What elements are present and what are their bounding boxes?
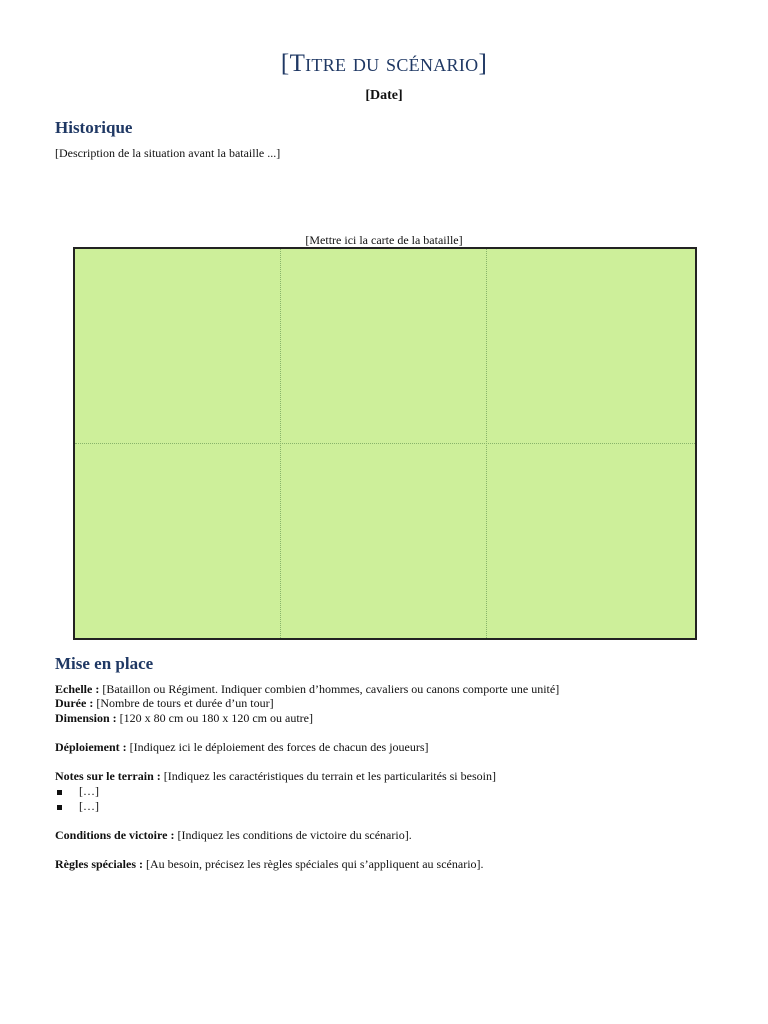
map-grid-line — [75, 443, 695, 444]
duree-label: Durée : — [55, 696, 94, 710]
regles-text: [Au besoin, précisez les règles spéciales qui s’appliquent au scénario]. — [142, 857, 484, 871]
battle-map-area — [73, 247, 697, 640]
historique-heading: Historique — [55, 118, 133, 137]
scenario-date: [Date] — [365, 88, 403, 103]
square-bullet-icon — [57, 805, 62, 810]
dimension-label: Dimension : — [55, 711, 117, 725]
terrain-line — [55, 769, 496, 784]
duree-line — [55, 696, 274, 711]
bullet-text: […] — [79, 799, 99, 813]
bullet-text: […] — [79, 784, 99, 798]
regles-line — [55, 857, 484, 872]
historique-text: [Description de la situation avant la bataille ...] — [55, 146, 281, 160]
title-bracket-open: [ — [280, 50, 290, 77]
dimension-text: [120 x 80 cm ou 180 x 120 cm ou autre] — [116, 711, 313, 725]
list-item — [55, 784, 99, 799]
victoire-label: Conditions de victoire : — [55, 828, 175, 842]
victoire-line — [55, 828, 412, 843]
terrain-label: Notes sur le terrain : — [55, 769, 161, 783]
regles-label: Règles spéciales : — [55, 857, 143, 871]
title-rest: itre du scénario — [305, 50, 479, 77]
title-bracket-close: ] — [478, 50, 488, 77]
scenario-title — [0, 50, 768, 78]
duree-text: [Nombre de tours et durée d’un tour] — [93, 696, 274, 710]
map-caption: [Mettre ici la carte de la bataille] — [305, 233, 463, 247]
victoire-text: [Indiquez les conditions de victoire du scénario]. — [174, 828, 412, 842]
echelle-text: [Bataillon ou Régiment. Indiquer combien d’hommes, cavaliers ou canons comporte une unité] — [99, 682, 560, 696]
echelle-line — [55, 682, 559, 697]
echelle-label: Echelle : — [55, 682, 100, 696]
deploiement-text: [Indiquez ici le déploiement des forces de chacun des joueurs] — [126, 740, 429, 754]
mise-en-place-heading: Mise en place — [55, 654, 154, 673]
deploiement-label: Déploiement : — [55, 740, 127, 754]
deploiement-line — [55, 740, 429, 755]
title-first-letter: T — [289, 50, 306, 77]
terrain-text: [Indiquez les caractéristiques du terrain et les particularités si besoin] — [160, 769, 496, 783]
list-item — [55, 799, 99, 814]
square-bullet-icon — [57, 790, 62, 795]
dimension-line — [55, 711, 313, 726]
